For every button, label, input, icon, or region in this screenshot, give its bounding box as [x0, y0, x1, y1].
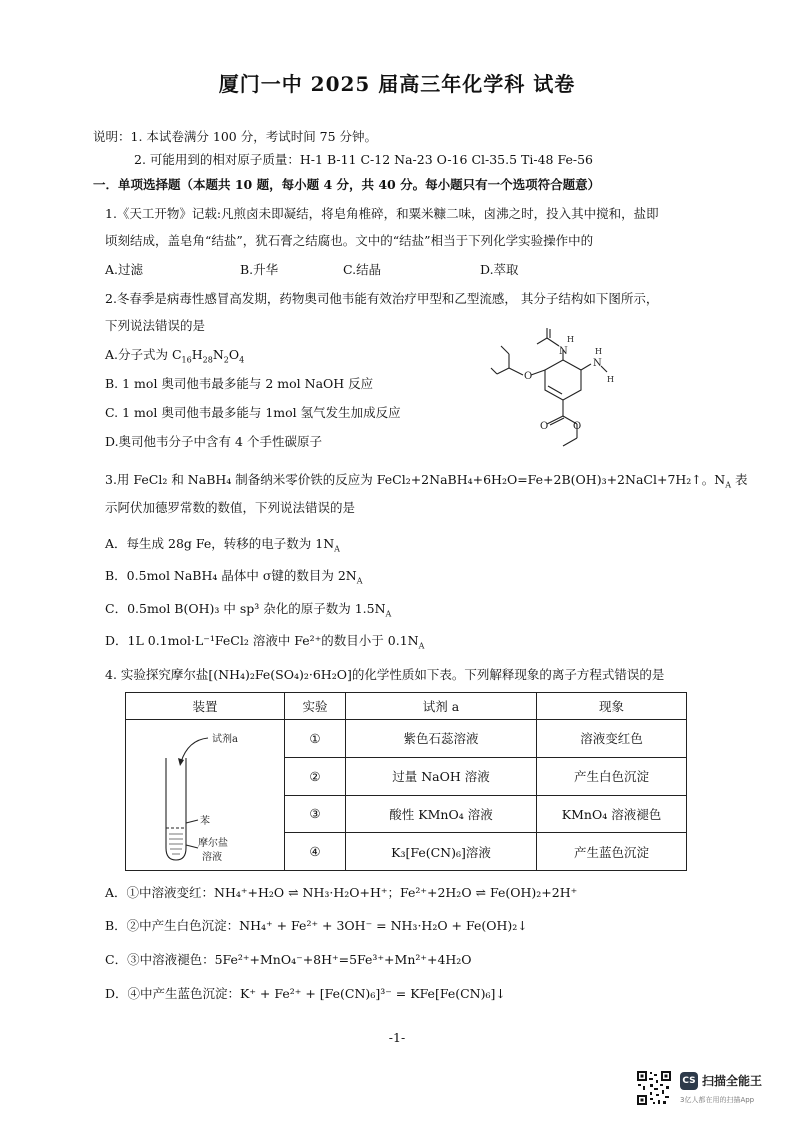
q3-option-b: B．0.5mol NaBH₄ 晶体中 σ键的数目为 $2N_A$: [105, 568, 363, 586]
scanner-logo-icon: CS: [680, 1072, 698, 1090]
q4-option-c: C．③中溶液褪色：5Fe²⁺+MnO₄⁻+8H⁺=5Fe³⁺+Mn²⁺+4H₂O: [105, 952, 472, 967]
scanner-tagline: 3亿人都在用的扫描App: [680, 1096, 755, 1104]
table-row: [126, 720, 687, 758]
mol-h2: H: [595, 347, 602, 356]
exp-cell: ③: [285, 795, 346, 833]
reagent-cell: 紫色石蕊溶液: [346, 720, 537, 758]
phenomenon-cell: 产生白色沉淀: [537, 757, 687, 795]
phenomenon-cell: 溶液变红色: [537, 720, 687, 758]
reagent-cell: 过量 NaOH 溶液: [346, 757, 537, 795]
q2-option-b: B. 1 mol 奥司他韦最多能与 2 mol NaOH 反应: [105, 376, 374, 391]
header-reagent: 试剂 a: [346, 693, 537, 720]
phenomenon-cell: KMnO₄ 溶液褪色: [537, 795, 687, 833]
q3-option-d: D．1L 0.1mol·L⁻¹FeCl₂ 溶液中 Fe²⁺的数目小于 $0.1N_A$: [105, 633, 425, 651]
scanner-app-name: 扫描全能王: [702, 1074, 763, 1088]
mol-n1: N: [559, 346, 568, 357]
q1-option-d: D.萃取: [480, 262, 519, 277]
q1-stem-line-2: 顷刻结成，盖皂角“结盐”，犹石膏之结腐也。文中的“结盐”相当于下列化学实验操作中的: [105, 233, 594, 248]
q3-option-c: C．0.5mol B(OH)₃ 中 sp³ 杂化的原子数为 $1.5N_A$: [105, 601, 392, 619]
page-number: -1-: [388, 1030, 406, 1045]
q4-option-d: D．④中产生蓝色沉淀：K⁺ + Fe²⁺ + [Fe(CN)₆]³⁻ = KFe[Fe(CN)₆]↓: [105, 986, 506, 1001]
q3-option-a: A．每生成 28g Fe，转移的电子数为 $1N_A$: [105, 536, 340, 554]
q2-stem-line-2: 下列说法错误的是: [105, 318, 206, 333]
q3-stem-line-2: 示阿伏加德罗常数的数值，下列说法错误的是: [105, 500, 356, 515]
q2-stem-line-1: 2.冬春季是病毒性感冒高发期，药物奥司他韦能有效治疗甲型和乙型流感， 其分子结构如下图所示，: [105, 291, 659, 306]
q4-stem: 4. 实验探究摩尔盐[(NH₄)₂Fe(SO₄)₂·6H₂O]的化学性质如下表。下列解释现象的离子方程式错误的是: [105, 667, 665, 682]
exp-cell: ④: [285, 833, 346, 871]
q4-option-a: A．①中溶液变红：NH₄⁺+H₂O ⇌ NH₃·H₂O+H⁺；Fe²⁺+2H₂O ⇌ Fe(OH)₂+2H⁺: [105, 885, 578, 900]
apparatus-salt-label-1: 摩尔盐: [198, 838, 228, 849]
exp-cell: ①: [285, 720, 346, 758]
q1-option-a: A.过滤: [105, 262, 144, 277]
experiment-table: [125, 692, 687, 871]
mol-h3: H: [607, 375, 614, 384]
q2-option-a: A.分子式为 $C_{16}H_{28}N_2O_4$: [105, 347, 245, 365]
q4-option-b: B．②中产生白色沉淀：NH₄⁺ + Fe²⁺ + 3OH⁻ = NH₃·H₂O + Fe(OH)₂↓: [105, 918, 528, 933]
apparatus-cell: [126, 720, 285, 871]
q2-option-c: C. 1 mol 奥司他韦最多能与 1mol 氢气发生加成反应: [105, 405, 401, 420]
mol-o1: O: [524, 371, 533, 382]
q1-option-c: C.结晶: [343, 262, 382, 277]
oseltamivir-structure: [485, 328, 615, 453]
header-apparatus: 装置: [126, 693, 285, 720]
exp-cell: ②: [285, 757, 346, 795]
apparatus-reagent-label: 试剂a: [212, 734, 238, 745]
mol-o3: O: [573, 421, 582, 432]
q1-stem-line-1: 1.《天工开物》记载:凡煎卤未即凝结，将皂角椎碎，和粟米糠二味，卤沸之时，投入其中搅和，盐即: [105, 206, 659, 221]
header-experiment: 实验: [285, 693, 346, 720]
apparatus-benzene-label: 苯: [200, 816, 210, 827]
q2-option-d: D.奥司他韦分子中含有 4 个手性碳原子: [105, 434, 322, 449]
q1-option-b: B.升华: [240, 262, 279, 277]
table-header-row: [126, 693, 687, 720]
apparatus-salt-label-2: 溶液: [202, 852, 222, 863]
phenomenon-cell: 产生蓝色沉淀: [537, 833, 687, 871]
reagent-cell: 酸性 KMnO₄ 溶液: [346, 795, 537, 833]
scanner-watermark: [636, 1070, 786, 1110]
notes-line-2: 2. 可能用到的相对原子质量：H-1 B-11 C-12 Na-23 O-16 Cl-35.5 Ti-48 Fe-56: [134, 152, 593, 167]
mol-h1: H: [567, 335, 574, 344]
header-phenomenon: 现象: [537, 693, 687, 720]
test-tube-diagram: [126, 720, 284, 870]
qr-code-icon: [636, 1070, 672, 1106]
mol-n2: N: [593, 358, 602, 369]
mol-o2: O: [540, 421, 549, 432]
exam-title: 厦门一中 2025 届高三年化学科 试卷: [218, 72, 576, 96]
notes-line-1: 说明：1. 本试卷满分 100 分，考试时间 75 分钟。: [93, 129, 378, 144]
reagent-cell: K₃[Fe(CN)₆]溶液: [346, 833, 537, 871]
section-heading: 一．单项选择题（本题共 10 题，每小题 4 分，共 40 分。每小题只有一个选项符合题意）: [93, 177, 601, 192]
q3-stem-line-1: 3.用 FeCl₂ 和 NaBH₄ 制备纳米零价铁的反应为 FeCl₂+2NaBH₄+6H₂O=Fe+2B(OH)₃+2NaCl+7H₂↑。$N_A$ 表: [105, 472, 748, 490]
